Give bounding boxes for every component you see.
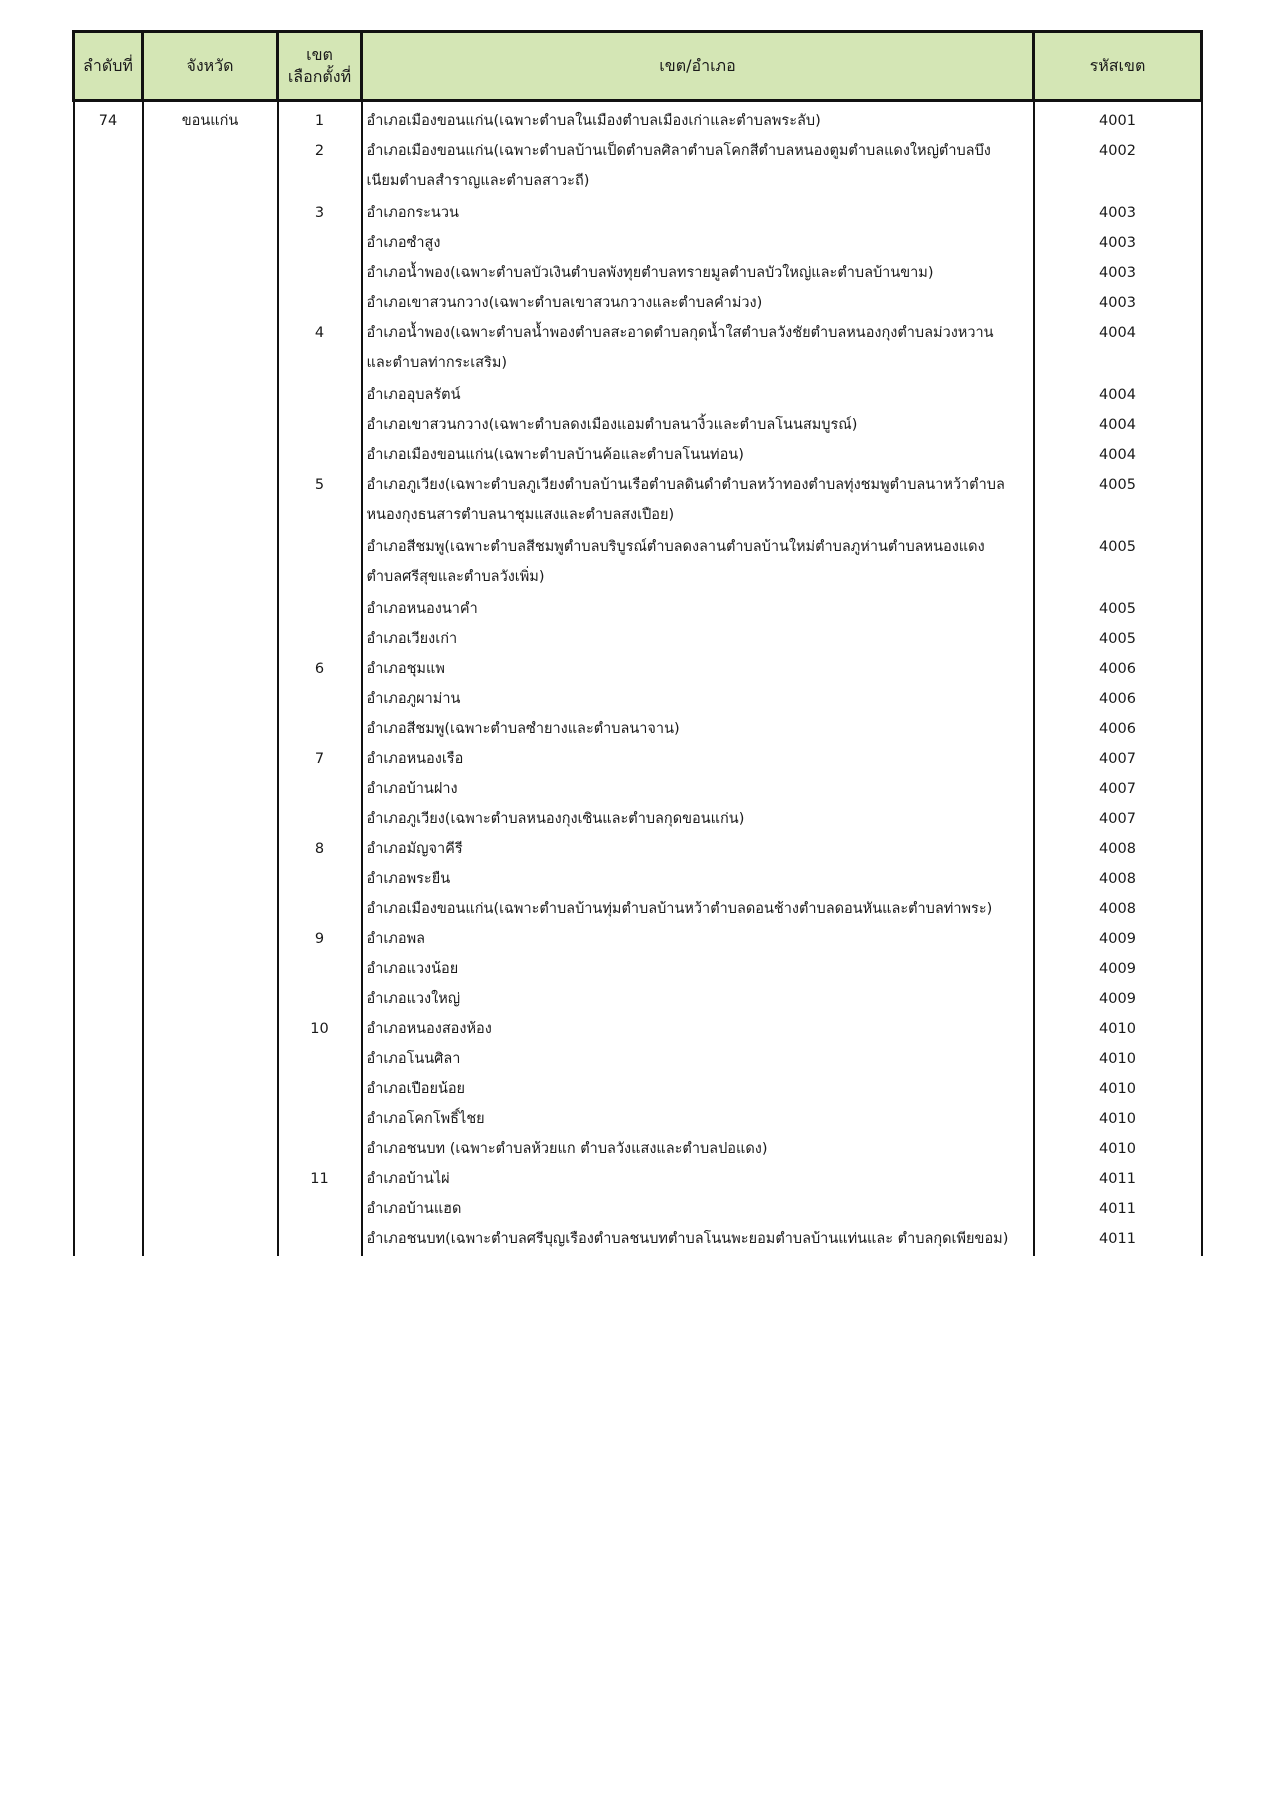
cell-district: อำเภอซำสูง (362, 228, 1034, 258)
table-row (74, 714, 1202, 744)
table-row (74, 1164, 1202, 1194)
cell-constituency (278, 984, 362, 1014)
cell-district: อำเภอน้ำพอง(เฉพาะตำบลบัวเงินตำบลพังทุยตำบลทรายมูลตำบลบัวใหญ่และตำบลบ้านขาม) (362, 258, 1034, 288)
cell-district: อำเภอสีชมพู(เฉพาะตำบลซำยางและตำบลนาจาน) (362, 714, 1034, 744)
cell-constituency: 7 (278, 744, 362, 774)
cell-order (74, 258, 143, 288)
cell-district: อำเภอภูผาม่าน (362, 684, 1034, 714)
cell-constituency (278, 258, 362, 288)
cell-district: อำเภอหนองเรือ (362, 744, 1034, 774)
cell-code: 4003 (1034, 288, 1202, 318)
cell-code: 4006 (1034, 684, 1202, 714)
cell-constituency: 2 (278, 136, 362, 198)
table-row (74, 380, 1202, 410)
cell-order (74, 470, 143, 532)
cell-order (74, 714, 143, 744)
cell-order (74, 624, 143, 654)
cell-province (143, 924, 278, 954)
cell-district: อำเภอบ้านแฮด (362, 1194, 1034, 1224)
cell-constituency (278, 228, 362, 258)
cell-constituency (278, 288, 362, 318)
cell-province (143, 954, 278, 984)
cell-constituency (278, 440, 362, 470)
cell-district: อำเภอโคกโพธิ์ไชย (362, 1104, 1034, 1134)
cell-province (143, 410, 278, 440)
cell-constituency: 4 (278, 318, 362, 380)
cell-code: 4007 (1034, 774, 1202, 804)
cell-constituency (278, 1104, 362, 1134)
constituency-table (72, 30, 1203, 1256)
cell-order: 74 (74, 101, 143, 137)
cell-code: 4004 (1034, 440, 1202, 470)
cell-constituency: 5 (278, 470, 362, 532)
header-code: รหัสเขต (1034, 32, 1202, 101)
cell-constituency (278, 1044, 362, 1074)
cell-code: 4004 (1034, 318, 1202, 380)
cell-district: อำเภอภูเวียง(เฉพาะตำบลภูเวียงตำบลบ้านเรือตำบลดินดำตำบลหว้าทองตำบลทุ่งชมพูตำบลนาหว้าตำบลหนองกุงธนสารตำบลนาชุมแสงและตำบลสงเปือย) (362, 470, 1034, 532)
table-row (74, 1074, 1202, 1104)
cell-order (74, 834, 143, 864)
cell-order (74, 1104, 143, 1134)
cell-order (74, 288, 143, 318)
header-constituency-line2: เลือกตั้งที่ (287, 67, 352, 86)
table-row (74, 954, 1202, 984)
cell-province (143, 198, 278, 228)
cell-district: อำเภอเมืองขอนแก่น(เฉพาะตำบลบ้านค้อและตำบลโนนท่อน) (362, 440, 1034, 470)
cell-district: อำเภอหนองสองห้อง (362, 1014, 1034, 1044)
cell-province (143, 1014, 278, 1044)
cell-order (74, 532, 143, 594)
cell-province (143, 774, 278, 804)
cell-district: อำเภอพระยืน (362, 864, 1034, 894)
cell-order (74, 654, 143, 684)
cell-province (143, 318, 278, 380)
cell-province (143, 1074, 278, 1104)
cell-district: อำเภอชุมแพ (362, 654, 1034, 684)
cell-district: อำเภอแวงใหญ่ (362, 984, 1034, 1014)
cell-order (74, 594, 143, 624)
cell-order (74, 228, 143, 258)
cell-order (74, 1014, 143, 1044)
cell-province (143, 894, 278, 924)
cell-province (143, 624, 278, 654)
cell-code: 4003 (1034, 258, 1202, 288)
cell-constituency (278, 1134, 362, 1164)
cell-constituency (278, 894, 362, 924)
header-province: จังหวัด (143, 32, 278, 101)
cell-constituency (278, 804, 362, 834)
cell-province (143, 834, 278, 864)
cell-order (74, 1134, 143, 1164)
cell-code: 4010 (1034, 1074, 1202, 1104)
cell-province (143, 228, 278, 258)
cell-constituency (278, 532, 362, 594)
cell-code: 4002 (1034, 136, 1202, 198)
cell-province (143, 804, 278, 834)
table-body (74, 101, 1202, 1257)
cell-district: อำเภอมัญจาคีรี (362, 834, 1034, 864)
table-row (74, 318, 1202, 380)
cell-district: อำเภอกระนวน (362, 198, 1034, 228)
table-row (74, 834, 1202, 864)
cell-code: 4009 (1034, 984, 1202, 1014)
cell-constituency (278, 410, 362, 440)
table-row (74, 440, 1202, 470)
cell-code: 4010 (1034, 1014, 1202, 1044)
header-order: ลำดับที่ (74, 32, 143, 101)
table-row (74, 894, 1202, 924)
cell-constituency (278, 864, 362, 894)
cell-code: 4007 (1034, 804, 1202, 834)
cell-order (74, 410, 143, 440)
cell-order (74, 318, 143, 380)
cell-code: 4006 (1034, 714, 1202, 744)
table-row (74, 774, 1202, 804)
cell-province (143, 654, 278, 684)
cell-code: 4003 (1034, 198, 1202, 228)
header-constituency-line1: เขต (306, 45, 333, 64)
cell-constituency (278, 624, 362, 654)
cell-order (74, 804, 143, 834)
cell-code: 4008 (1034, 864, 1202, 894)
table-row (74, 101, 1202, 137)
cell-district: อำเภอหนองนาคำ (362, 594, 1034, 624)
cell-district: อำเภอเปือยน้อย (362, 1074, 1034, 1104)
cell-constituency: 3 (278, 198, 362, 228)
cell-code: 4001 (1034, 101, 1202, 137)
cell-constituency: 1 (278, 101, 362, 137)
table-row (74, 654, 1202, 684)
table-row (74, 744, 1202, 774)
cell-code: 4005 (1034, 470, 1202, 532)
table-row (74, 136, 1202, 198)
cell-order (74, 1044, 143, 1074)
cell-district: อำเภอบ้านฝาง (362, 774, 1034, 804)
cell-code: 4011 (1034, 1194, 1202, 1224)
cell-district: อำเภอเมืองขอนแก่น(เฉพาะตำบลในเมืองตำบลเมืองเก่าและตำบลพระลับ) (362, 101, 1034, 137)
cell-province (143, 380, 278, 410)
cell-province (143, 864, 278, 894)
table-row (74, 804, 1202, 834)
cell-order (74, 894, 143, 924)
cell-code: 4009 (1034, 924, 1202, 954)
cell-district: อำเภอเมืองขอนแก่น(เฉพาะตำบลบ้านทุ่มตำบลบ้านหว้าตำบลดอนช้างตำบลดอนหันและตำบลท่าพระ) (362, 894, 1034, 924)
cell-code: 4008 (1034, 894, 1202, 924)
cell-constituency (278, 954, 362, 984)
cell-province (143, 1134, 278, 1164)
cell-constituency (278, 684, 362, 714)
cell-province (143, 258, 278, 288)
cell-code: 4004 (1034, 380, 1202, 410)
cell-order (74, 1164, 143, 1194)
cell-order (74, 684, 143, 714)
cell-district: อำเภอชนบท (เฉพาะตำบลห้วยแก ตำบลวังแสงและตำบลปอแดง) (362, 1134, 1034, 1164)
table-row (74, 288, 1202, 318)
cell-code: 4007 (1034, 744, 1202, 774)
cell-constituency (278, 594, 362, 624)
cell-code: 4008 (1034, 834, 1202, 864)
cell-province (143, 288, 278, 318)
cell-district: อำเภอเขาสวนกวาง(เฉพาะตำบลเขาสวนกวางและตำบลคำม่วง) (362, 288, 1034, 318)
cell-district: อำเภอสีชมพู(เฉพาะตำบลสีชมพูตำบลบริบูรณ์ตำบลดงลานตำบลบ้านใหม่ตำบลภูห่านตำบลหนองแดงตำบลศรีสุขและตำบลวังเพิ่ม) (362, 532, 1034, 594)
cell-code: 4004 (1034, 410, 1202, 440)
cell-province: ขอนแก่น (143, 101, 278, 137)
cell-province (143, 1104, 278, 1134)
table-row (74, 228, 1202, 258)
cell-code: 4011 (1034, 1224, 1202, 1256)
cell-code: 4010 (1034, 1134, 1202, 1164)
cell-code: 4005 (1034, 532, 1202, 594)
cell-code: 4009 (1034, 954, 1202, 984)
table-row (74, 1104, 1202, 1134)
header-district: เขต/อำเภอ (362, 32, 1034, 101)
cell-district: อำเภอภูเวียง(เฉพาะตำบลหนองกุงเซินและตำบลกุดขอนแก่น) (362, 804, 1034, 834)
cell-order (74, 1194, 143, 1224)
cell-district: อำเภอเวียงเก่า (362, 624, 1034, 654)
table-row (74, 924, 1202, 954)
cell-province (143, 1044, 278, 1074)
cell-district: อำเภอพล (362, 924, 1034, 954)
cell-province (143, 532, 278, 594)
cell-constituency: 11 (278, 1164, 362, 1194)
table-row (74, 1044, 1202, 1074)
table-row (74, 864, 1202, 894)
cell-order (74, 380, 143, 410)
cell-code: 4010 (1034, 1044, 1202, 1074)
table-row (74, 470, 1202, 532)
cell-province (143, 684, 278, 714)
cell-district: อำเภอโนนศิลา (362, 1044, 1034, 1074)
cell-district: อำเภอชนบท(เฉพาะตำบลศรีบุญเรืองตำบลชนบทตำบลโนนพะยอมตำบลบ้านแท่นและ ตำบลกุดเพียขอม) (362, 1224, 1034, 1256)
table-row (74, 684, 1202, 714)
cell-district: อำเภออุบลรัตน์ (362, 380, 1034, 410)
cell-constituency: 6 (278, 654, 362, 684)
table-row (74, 984, 1202, 1014)
cell-order (74, 136, 143, 198)
cell-order (74, 744, 143, 774)
table-row (74, 624, 1202, 654)
cell-constituency: 9 (278, 924, 362, 954)
cell-province (143, 440, 278, 470)
cell-constituency (278, 1074, 362, 1104)
cell-province (143, 1194, 278, 1224)
cell-province (143, 594, 278, 624)
cell-constituency (278, 1224, 362, 1256)
cell-code: 4003 (1034, 228, 1202, 258)
cell-order (74, 954, 143, 984)
cell-order (74, 1074, 143, 1104)
cell-province (143, 984, 278, 1014)
cell-province (143, 136, 278, 198)
cell-district: อำเภอเมืองขอนแก่น(เฉพาะตำบลบ้านเป็ดตำบลศิลาตำบลโคกสีตำบลหนองตูมตำบลแดงใหญ่ตำบลบึงเนียมตำบลสำราญและตำบลสาวะถี) (362, 136, 1034, 198)
cell-constituency (278, 380, 362, 410)
cell-province (143, 1224, 278, 1256)
cell-order (74, 924, 143, 954)
cell-district: อำเภอน้ำพอง(เฉพาะตำบลน้ำพองตำบลสะอาดตำบลกุดน้ำใสตำบลวังชัยตำบลหนองกุงตำบลม่วงหวานและตำบลท่ากระเสริม) (362, 318, 1034, 380)
cell-order (74, 1224, 143, 1256)
table-row (74, 1194, 1202, 1224)
cell-province (143, 714, 278, 744)
cell-district: อำเภอบ้านไผ่ (362, 1164, 1034, 1194)
cell-code: 4005 (1034, 624, 1202, 654)
table-row (74, 1014, 1202, 1044)
cell-order (74, 984, 143, 1014)
cell-constituency: 10 (278, 1014, 362, 1044)
cell-order (74, 198, 143, 228)
cell-province (143, 744, 278, 774)
table-row (74, 198, 1202, 228)
constituency-table-sheet (72, 30, 1200, 1256)
cell-code: 4010 (1034, 1104, 1202, 1134)
cell-constituency (278, 714, 362, 744)
cell-order (74, 774, 143, 804)
cell-province (143, 1164, 278, 1194)
cell-district: อำเภอเขาสวนกวาง(เฉพาะตำบลดงเมืองแอมตำบลนางิ้วและตำบลโนนสมบูรณ์) (362, 410, 1034, 440)
cell-code: 4005 (1034, 594, 1202, 624)
cell-constituency (278, 774, 362, 804)
table-row (74, 1224, 1202, 1256)
table-header (74, 32, 1202, 101)
table-row (74, 532, 1202, 594)
cell-order (74, 864, 143, 894)
table-row (74, 1134, 1202, 1164)
cell-province (143, 470, 278, 532)
cell-district: อำเภอแวงน้อย (362, 954, 1034, 984)
cell-code: 4006 (1034, 654, 1202, 684)
cell-order (74, 440, 143, 470)
header-constituency (278, 32, 362, 101)
cell-constituency: 8 (278, 834, 362, 864)
table-row (74, 594, 1202, 624)
cell-constituency (278, 1194, 362, 1224)
cell-code: 4011 (1034, 1164, 1202, 1194)
table-row (74, 258, 1202, 288)
table-row (74, 410, 1202, 440)
